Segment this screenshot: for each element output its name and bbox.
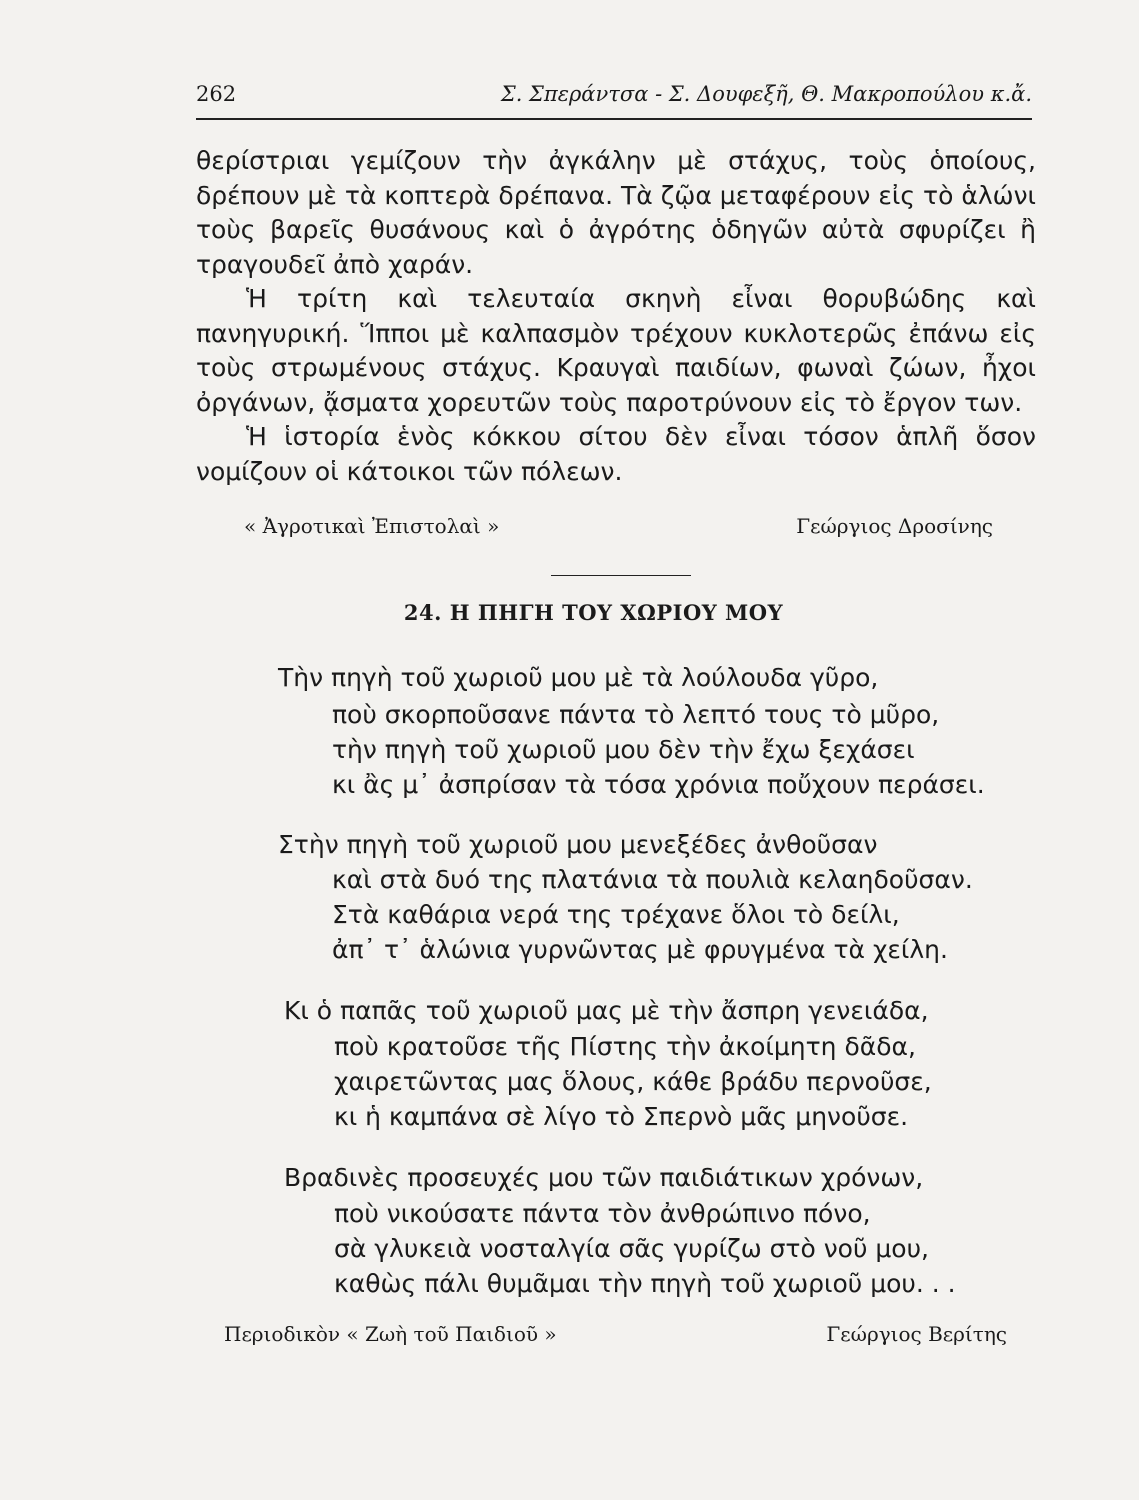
poem-line: κι ἡ καμπάνα σὲ λίγο τὸ Σπερνὸ μᾶς μηνοῦσε. xyxy=(334,1102,909,1131)
poem-title-text: 24. Η ΠΗΓΗ ΤΟΥ ΧΩΡΙΟΥ ΜΟΥ xyxy=(403,600,784,625)
prose-source: « Ἀγροτικαὶ Ἐπιστολαὶ » xyxy=(244,514,500,538)
paragraph-3: Ἡ ἱστορία ἑνὸς κόκκου σίτου δὲν εἶναι τόσον ἁπλῆ ὅσον νομίζουν οἱ κάτοικοι τῶν πόλεων. xyxy=(196,422,1036,486)
prose-text xyxy=(196,144,1036,489)
poem-line: Κι ὁ παπᾶς τοῦ χωριοῦ μας μὲ τὴν ἄσπρη γενειάδα, xyxy=(284,996,929,1025)
running-header xyxy=(196,76,1032,120)
header-rule xyxy=(196,118,1032,120)
poem-line: καθὼς πάλι θυμᾶμαι τὴν πηγὴ τοῦ χωριοῦ μου. . . xyxy=(334,1269,956,1298)
poem-line: ποὺ νικούσατε πάντα τὸν ἀνθρώπινο πόνο, xyxy=(334,1199,871,1228)
poem-source: Περιοδικὸν « Ζωὴ τοῦ Παιδιοῦ » xyxy=(224,1322,557,1346)
paragraph-2: Ἡ τρίτη καὶ τελευταία σκηνὴ εἶναι θορυβώδης καὶ πανηγυρική. Ἵπποι μὲ καλπασμὸν τρέχουν κυκλοτερῶς ἐπάνω εἰς τοὺς στρωμένους στάχυς. Κραυγαὶ παιδίων, φωναὶ ζώων, ἦχοι ὀργάνων, ᾄσματα χορευτῶν τοὺς παροτρύνουν εἰς τὸ ἔργον των. xyxy=(196,284,1036,417)
poem-line: Βραδινὲς προσευχές μου τῶν παιδιάτικων χρόνων, xyxy=(284,1163,924,1192)
poem-line: ποὺ κρατοῦσε τῆς Πίστης τὴν ἀκοίμητη δᾶδα, xyxy=(334,1032,916,1061)
poem-line: ἀπ᾽ τ᾽ ἁλώνια γυρνῶντας μὲ φρυγμένα τὰ χείλη. xyxy=(332,935,948,964)
poem-author: Γεώργιος Βερίτης xyxy=(826,1322,1007,1346)
poem-line: Στὴν πηγὴ τοῦ χωριοῦ μου μενεξέδες ἀνθοῦσαν xyxy=(278,830,878,859)
prose-author: Γεώργιος Δροσίνης xyxy=(796,514,993,538)
poem-line: Στὰ καθάρια νερά της τρέχανε ὅλοι τὸ δείλι, xyxy=(332,900,900,929)
page-number: 262 xyxy=(196,82,237,106)
poem-line: χαιρετῶντας μας ὅλους, κάθε βράδυ περνοῦσε, xyxy=(334,1067,932,1096)
poem-line: καὶ στὰ δυό της πλατάνια τὰ πουλιὰ κελαηδοῦσαν. xyxy=(332,865,973,894)
paragraph-1: θερίστριαι γεμίζουν τὴν ἀγκάλην μὲ στάχυς, τοὺς ὁποίους, δρέπουν μὲ τὰ κοπτερὰ δρέπανα. Τὰ ζῷα μεταφέρουν εἰς τὸ ἁλώνι τοὺς βαρεῖς θυσάνους καὶ ὁ ἀγρότης ὁδηγῶν αὐτὰ σφυρίζει ἢ τραγουδεῖ ἀπὸ χαράν. xyxy=(196,146,1036,279)
poem-line: τὴν πηγὴ τοῦ χωριοῦ μου δὲν τὴν ἔχω ξεχάσει xyxy=(332,735,915,764)
poem-line: Τὴν πηγὴ τοῦ χωριοῦ μου μὲ τὰ λούλουδα γῦρο, xyxy=(278,663,879,692)
section-divider xyxy=(551,575,691,576)
poem-line: κι ἂς μ᾽ ἀσπρίσαν τὰ τόσα χρόνια ποὔχουν περάσει. xyxy=(332,770,985,799)
poem-title xyxy=(0,600,1139,625)
poem-line: σὰ γλυκειὰ νοσταλγία σᾶς γυρίζω στὸ νοῦ μου, xyxy=(334,1234,930,1263)
running-title: Σ. Σπεράντσα - Σ. Δουφεξῆ, Θ. Μακροπούλου κ.ἄ. xyxy=(500,82,1032,106)
poem-line: ποὺ σκορποῦσανε πάντα τὸ λεπτό τους τὸ μῦρο, xyxy=(332,700,940,729)
